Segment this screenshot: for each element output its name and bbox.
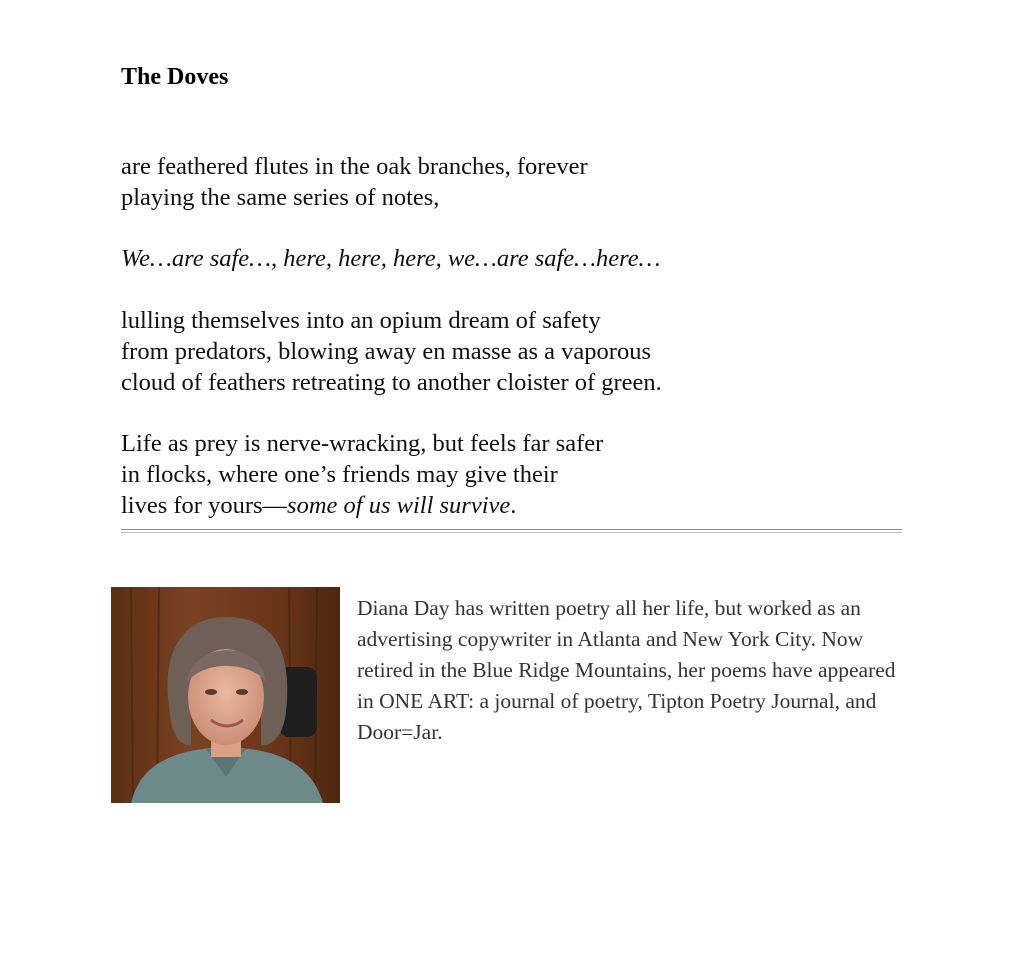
- poem-line: in flocks, where one’s friends may give their: [121, 461, 558, 488]
- author-bio: Diana Day has written poetry all her life, but worked as an advertising copywriter in Atlanta and New York City. Now retired in the Blue Ridge Mountains, her poems have appeared in ONE ART: a journal of poetry, Tipton Poetry Journal, and Door=Jar.: [357, 596, 896, 744]
- poem-line: from predators, blowing away en masse as a vaporous: [121, 338, 652, 365]
- poem-line-italic: some of us will survive: [287, 492, 511, 519]
- poem-title: The Doves: [121, 64, 229, 90]
- author-photo: [111, 587, 340, 803]
- stanza-3: [121, 305, 662, 398]
- poem-line-period: .: [510, 492, 517, 519]
- divider: [121, 529, 902, 533]
- poem-line-italic: We…are safe…, here, here, here, we…are safe…here…: [121, 245, 661, 272]
- poem-line: lulling themselves into an opium dream of safety: [121, 307, 601, 334]
- poem-line: Life as prey is nerve-wracking, but feels far safer: [121, 430, 604, 457]
- poem-line: are feathered flutes in the oak branches, forever: [121, 153, 588, 180]
- poem-line-plain: lives for yours—: [121, 492, 288, 519]
- stanza-4: [121, 428, 603, 521]
- stanza-2: [121, 243, 660, 274]
- poem-line: [121, 490, 603, 521]
- stanza-1: [121, 151, 588, 213]
- poem-line: playing the same series of notes,: [121, 184, 440, 211]
- poem-line: cloud of feathers retreating to another cloister of green.: [121, 369, 662, 396]
